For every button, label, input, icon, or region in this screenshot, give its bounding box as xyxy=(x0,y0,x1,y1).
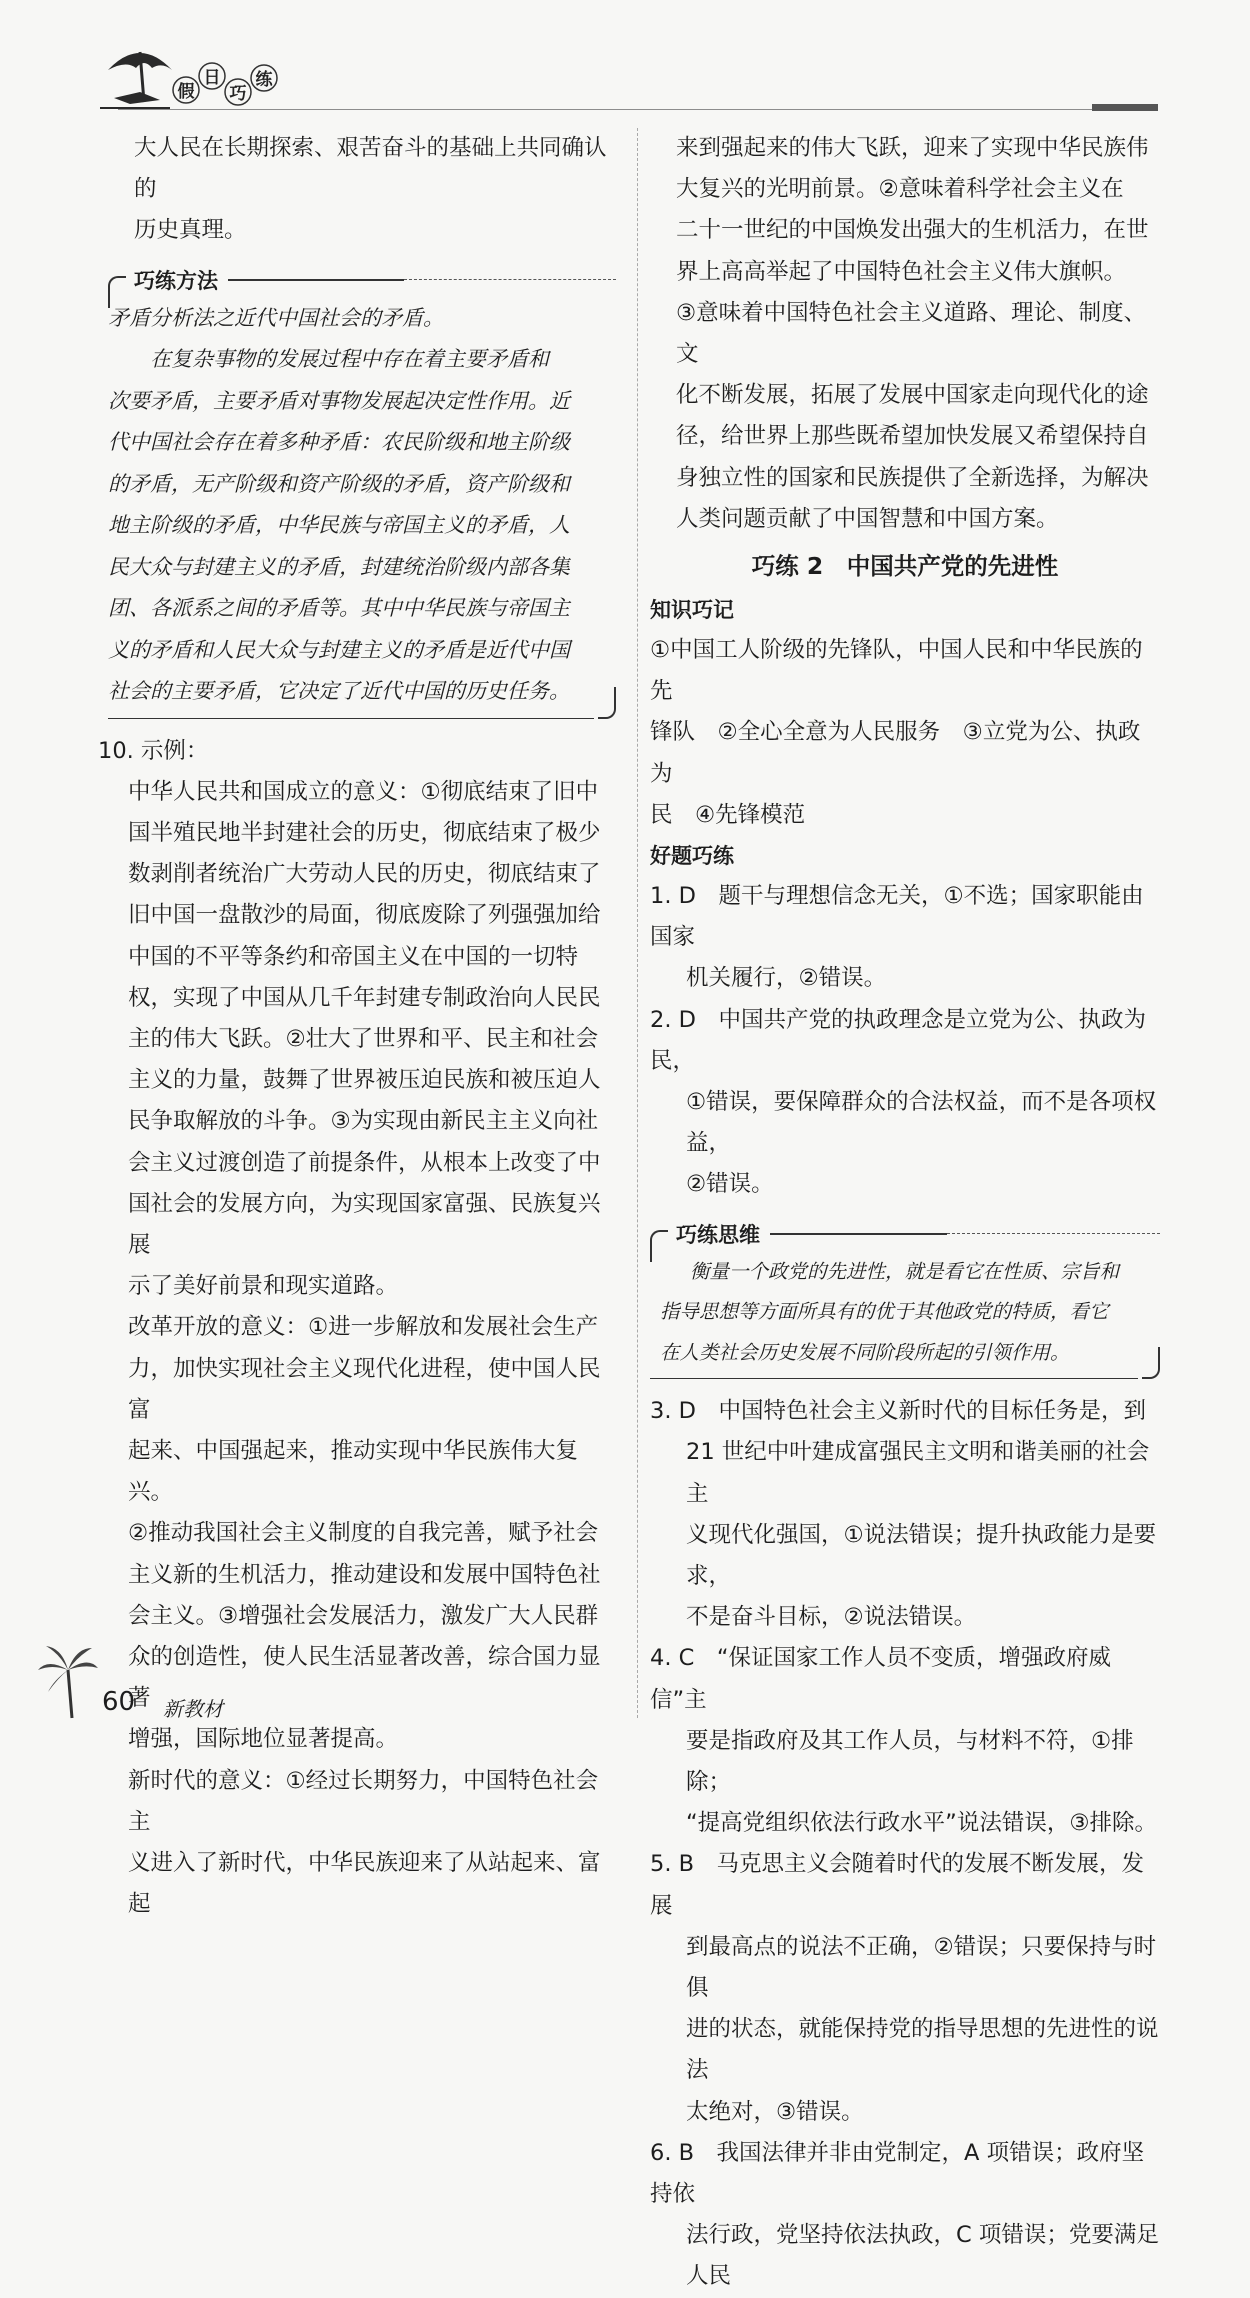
q10-line: 权，实现了中国从几千年封建专制政治向人民民 xyxy=(128,984,601,1011)
answer-line: 21 世纪中叶建成富强民主文明和谐美丽的社会主 xyxy=(686,1439,1150,1507)
logo-char-3: 巧 xyxy=(229,84,247,104)
q10-answer xyxy=(108,772,616,1926)
right-intro-line: 大复兴的光明前景。②意味着科学社会主义在 xyxy=(676,176,1124,203)
answer-line: 法行政，党坚持依法执政，C 项错误；党要满足人民 xyxy=(686,2222,1159,2290)
answer-line: 进的状态，就能保持党的指导思想的先进性的说法 xyxy=(686,2016,1159,2084)
answer-line: 3. D 中国特色社会主义新时代的目标任务是，到 xyxy=(650,1398,1146,1425)
q10-line: 国社会的发展方向，为实现国家富强、民族复兴展 xyxy=(128,1190,601,1259)
answer-line: 到最高点的说法不正确，②错误；只要保持与时俱 xyxy=(686,1933,1157,2002)
right-intro-line: 来到强起来的伟大飞跃，迎来了实现中华民族伟 xyxy=(676,135,1149,161)
method-box-body xyxy=(108,298,616,713)
method-line: 代中国社会存在着多种矛盾：农民阶级和地主阶级 xyxy=(108,430,570,455)
left-intro-line: 历史真理。 xyxy=(134,217,247,244)
q10-line: 示了美好前景和现实道路。 xyxy=(128,1273,399,1300)
right-intro-line: 化不断发展，拓展了发展中国家走向现代化的途 xyxy=(676,382,1149,409)
answer-line: 不是奋斗目标，②说法错误。 xyxy=(686,1604,977,1631)
method-box-title: 巧练方法 xyxy=(134,268,218,293)
method-line: 团、各派系之间的矛盾等。其中中华民族与帝国主 xyxy=(108,596,570,621)
header-rule xyxy=(118,109,1158,110)
q10-line: 主义的力量，鼓舞了世界被压迫民族和被压迫人 xyxy=(128,1067,601,1094)
logo-char-1: 假 xyxy=(177,82,195,102)
method-line: 次要矛盾，主要矛盾对事物发展起决定性作用。近 xyxy=(108,388,570,413)
umbrella-icon xyxy=(100,52,172,108)
method-line: 民大众与封建主义的矛盾，封建统治阶级内部各集 xyxy=(108,554,570,579)
method-line: 地主阶级的矛盾，中华民族与帝国主义的矛盾，人 xyxy=(108,513,570,538)
q10-line: 会主义。③增强社会发展活力，激发广大人民群 xyxy=(128,1602,599,1629)
right-intro-line: 人类问题贡献了中国智慧和中国方案。 xyxy=(676,505,1059,532)
thinking-line: 在人类社会历史发展不同阶段所起的引领作用。 xyxy=(660,1340,1070,1364)
page-number: 60 xyxy=(102,1687,136,1717)
q10-line: 数剥削者统治广大劳动人民的历史，彻底结束了 xyxy=(128,861,601,888)
q10-line: 增强，国际地位显著提高。 xyxy=(128,1726,399,1753)
column-divider xyxy=(637,128,638,1718)
q10-line: 改革开放的意义：①进一步解放和发展社会生产 xyxy=(128,1314,599,1341)
thinking-line: 衡量一个政党的先进性，就是看它在性质、宗旨和 xyxy=(690,1259,1120,1283)
method-box xyxy=(108,258,616,721)
logo-char-2: 日 xyxy=(203,68,221,88)
answer-line: ②错误。 xyxy=(686,1171,774,1198)
thinking-box-body xyxy=(650,1252,1160,1374)
header-bar xyxy=(1092,104,1158,111)
method-line: 在复杂事物的发展过程中存在着主要矛盾和 xyxy=(150,347,549,372)
answer-line: 5. B 马克思主义会随着时代的发展不断发展，发展 xyxy=(650,1851,1145,1919)
thinking-box-title: 巧练思维 xyxy=(676,1222,760,1247)
q10-line: 中国的不平等条约和帝国主义在中国的一切特 xyxy=(128,943,579,970)
answer-line: 1. D 题干与理想信念无关，①不选；国家职能由国家 xyxy=(650,883,1144,951)
method-line: 矛盾分析法之近代中国社会的矛盾。 xyxy=(108,305,444,330)
method-line: 义的矛盾和人民大众与封建主义的矛盾是近代中国 xyxy=(108,637,570,662)
knowledge-label: 知识巧记 xyxy=(650,598,734,623)
q10-label: 10. 示例： xyxy=(98,737,209,764)
knowledge-line: 民 ④先锋模范 xyxy=(650,801,806,828)
q10-line: 会主义过渡创造了前提条件，从根本上改变了中 xyxy=(128,1149,601,1176)
method-line: 社会的主要矛盾，它决定了近代中国的历史任务。 xyxy=(108,679,570,704)
right-intro-line: ③意味着中国特色社会主义道路、理论、制度、文 xyxy=(676,299,1147,368)
answer-line: 机关履行，②错误。 xyxy=(686,965,887,992)
q10-line: 新时代的意义：①经过长期努力，中国特色社会主 xyxy=(128,1767,599,1835)
practice-label: 好题巧练 xyxy=(650,844,734,869)
section-title: 巧练 2 中国共产党的先进性 xyxy=(751,552,1059,581)
q10-line: ②推动我国社会主义制度的自我完善，赋予社会 xyxy=(128,1520,599,1547)
q10-line: 起来、中国强起来，推动实现中华民族伟大复兴。 xyxy=(128,1438,579,1506)
q10-line: 民争取解放的斗争。③为实现由新民主主义向社 xyxy=(128,1108,599,1135)
answer-line: 2. D 中国共产党的执政理念是立党为公、执政为民， xyxy=(650,1006,1146,1074)
q10-line: 主的伟大飞跃。②壮大了世界和平、民主和社会 xyxy=(128,1026,599,1053)
left-intro-line: 大人民在长期探索、艰苦奋斗的基础上共同确认的 xyxy=(134,135,607,203)
right-column xyxy=(650,128,1160,2298)
footer-label: 新教材 xyxy=(163,1697,223,1721)
header-logo xyxy=(100,40,320,120)
q10-line: 义进入了新时代，中华民族迎来了从站起来、富起 xyxy=(128,1850,601,1918)
method-line: 的矛盾，无产阶级和资产阶级的矛盾，资产阶级和 xyxy=(108,471,570,496)
right-intro-line: 身独立性的国家和民族提供了全新选择，为解决 xyxy=(676,464,1149,491)
q10-line: 中华人民共和国成立的意义：①彻底结束了旧中 xyxy=(128,778,599,805)
left-column xyxy=(98,128,616,1926)
answer-line: 要是指政府及其工作人员，与材料不符，①排除； xyxy=(686,1727,1134,1795)
answer-line: ①错误，要保障群众的合法权益，而不是各项权益， xyxy=(686,1089,1157,1157)
answer-line: 义现代化强国，①说法错误；提升执政能力是要求， xyxy=(686,1521,1157,1589)
q10-line: 力，加快实现社会主义现代化进程，使中国人民富 xyxy=(128,1355,601,1423)
logo-char-4: 练 xyxy=(255,70,273,90)
palm-tree-icon xyxy=(38,1640,98,1720)
answer-line: 4. C “保证国家工作人员不变质，增强政府威信”主 xyxy=(650,1645,1111,1713)
q10-line: 主义新的生机活力，推动建设和发展中国特色社 xyxy=(128,1561,601,1588)
q10-line: 旧中国一盘散沙的局面，彻底废除了列强强加给 xyxy=(128,902,601,929)
answer-line: “提高党组织依法行政水平”说法错误，③排除。 xyxy=(686,1810,1157,1837)
right-intro-line: 径，给世界上那些既希望加快发展又希望保持自 xyxy=(676,423,1149,450)
q10-line: 众的创造性，使人民生活显著改善，综合国力显著 xyxy=(128,1644,601,1712)
right-intro-line: 界上高高举起了中国特色社会主义伟大旗帜。 xyxy=(676,258,1127,285)
knowledge-line: 锋队 ②全心全意为人民服务 ③立党为公、执政为 xyxy=(650,719,1141,787)
answer-line: 太绝对，③错误。 xyxy=(686,2098,864,2125)
answer-line: 6. B 我国法律并非由党制定，A 项错误；政府坚持依 xyxy=(650,2139,1145,2208)
right-intro-line: 二十一世纪的中国焕发出强大的生机活力，在世 xyxy=(676,217,1149,244)
knowledge-line: ①中国工人阶级的先锋队，中国人民和中华民族的先 xyxy=(650,637,1143,705)
thinking-box xyxy=(650,1212,1160,1382)
q10-line: 国半殖民地半封建社会的历史，彻底结束了极少 xyxy=(128,820,601,847)
thinking-line: 指导思想等方面所具有的优于其他政党的特质，看它 xyxy=(660,1300,1109,1324)
